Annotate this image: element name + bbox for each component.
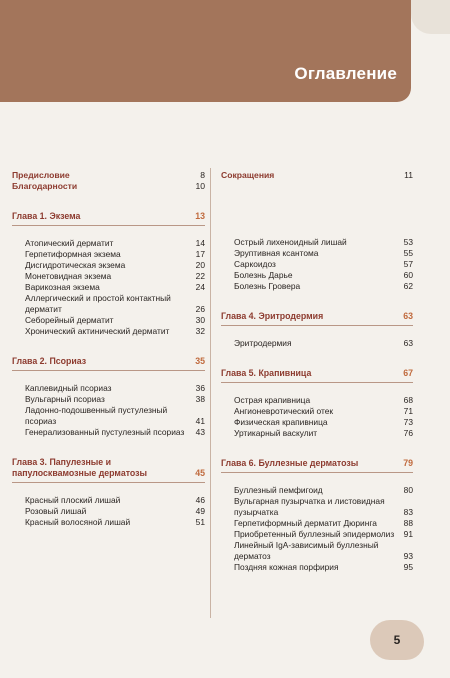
header-band [0, 0, 411, 102]
toc-entry[interactable]: Вульгарная пузырчатка и листовидная пузырчатка 83 [234, 496, 413, 517]
toc-entry[interactable]: Буллезный пемфигоид 80 [234, 485, 413, 495]
toc-entry[interactable]: Розовый лишай 49 [25, 506, 205, 516]
page-title: Оглавление [294, 64, 397, 83]
toc-right-column [221, 170, 413, 573]
toc-entry[interactable]: Уртикарный васкулит 76 [234, 428, 413, 438]
column-divider [210, 168, 211, 618]
page-number: 5 [393, 633, 401, 647]
toc-entry[interactable]: Дисгидротическая экзема 20 [25, 260, 205, 270]
toc-entry[interactable]: Саркоидоз 57 [234, 259, 413, 269]
toc-entry[interactable]: Приобретенный буллезный эпидермолиз 91 [234, 529, 413, 539]
chapter-1-heading[interactable]: Глава 1. Экзема 13 [12, 211, 205, 226]
toc-entry[interactable]: Острая крапивница 68 [234, 395, 413, 405]
toc-entry[interactable]: Себорейный дерматит 30 [25, 315, 205, 325]
toc-entry[interactable]: Ангионевротический отек 71 [234, 406, 413, 416]
toc-entry[interactable]: Болезнь Гровера 62 [234, 281, 413, 291]
toc-entry[interactable]: Герпетиформный дерматит Дюринга 88 [234, 518, 413, 528]
toc-entry[interactable]: Красный плоский лишай 46 [25, 495, 205, 505]
decorative-cloud [411, 0, 450, 34]
toc-entry[interactable]: Линейный IgA-зависимый буллезный дерматоз 93 [234, 540, 413, 561]
toc-entry[interactable]: Генерализованный пустулезный псориаз 43 [25, 427, 205, 437]
toc-entry[interactable]: Эруптивная ксантома 55 [234, 248, 413, 258]
toc-entry[interactable]: Монетовидная экзема 22 [25, 271, 205, 281]
toc-left-column [12, 170, 205, 528]
toc-entry[interactable]: Вульгарный псориаз 38 [25, 394, 205, 404]
chapter-3-heading[interactable]: Глава 3. Папулезные и папулосквамозные дерматозы 45 [12, 457, 205, 483]
page-number-badge [370, 620, 424, 660]
toc-entry-acknowledgements[interactable]: Благодарности 10 [12, 181, 205, 191]
toc-entry[interactable]: Каплевидный псориаз 36 [25, 383, 205, 393]
toc-entry[interactable]: Эритродермия 63 [234, 338, 413, 348]
toc-entry[interactable]: Болезнь Дарье 60 [234, 270, 413, 280]
toc-entry[interactable]: Атопический дерматит 14 [25, 238, 205, 248]
chapter-2-heading[interactable]: Глава 2. Псориаз 35 [12, 356, 205, 371]
chapter-4-heading[interactable]: Глава 4. Эритродермия 63 [221, 311, 413, 326]
toc-entry[interactable]: Аллергический и простой контактный дерматит 26 [25, 293, 205, 314]
toc-entry[interactable]: Острый лихеноидный лишай 53 [234, 237, 413, 247]
toc-entry[interactable]: Варикозная экзема 24 [25, 282, 205, 292]
toc-entry[interactable]: Герпетиформная экзема 17 [25, 249, 205, 259]
toc-entry-abbreviations[interactable]: Сокращения 11 [221, 170, 413, 180]
toc-entry[interactable]: Красный волосяной лишай 51 [25, 517, 205, 527]
chapter-6-heading[interactable]: Глава 6. Буллезные дерматозы 79 [221, 458, 413, 473]
toc-entry-preface[interactable]: Предисловие 8 [12, 170, 205, 180]
toc-entry[interactable]: Хронический актинический дерматит 32 [25, 326, 205, 336]
toc-entry[interactable]: Ладонно-подошвенный пустулезный псориаз 41 [25, 405, 205, 426]
toc-entry[interactable]: Физическая крапивница 73 [234, 417, 413, 427]
chapter-5-heading[interactable]: Глава 5. Крапивница 67 [221, 368, 413, 383]
toc-entry[interactable]: Поздняя кожная порфирия 95 [234, 562, 413, 572]
